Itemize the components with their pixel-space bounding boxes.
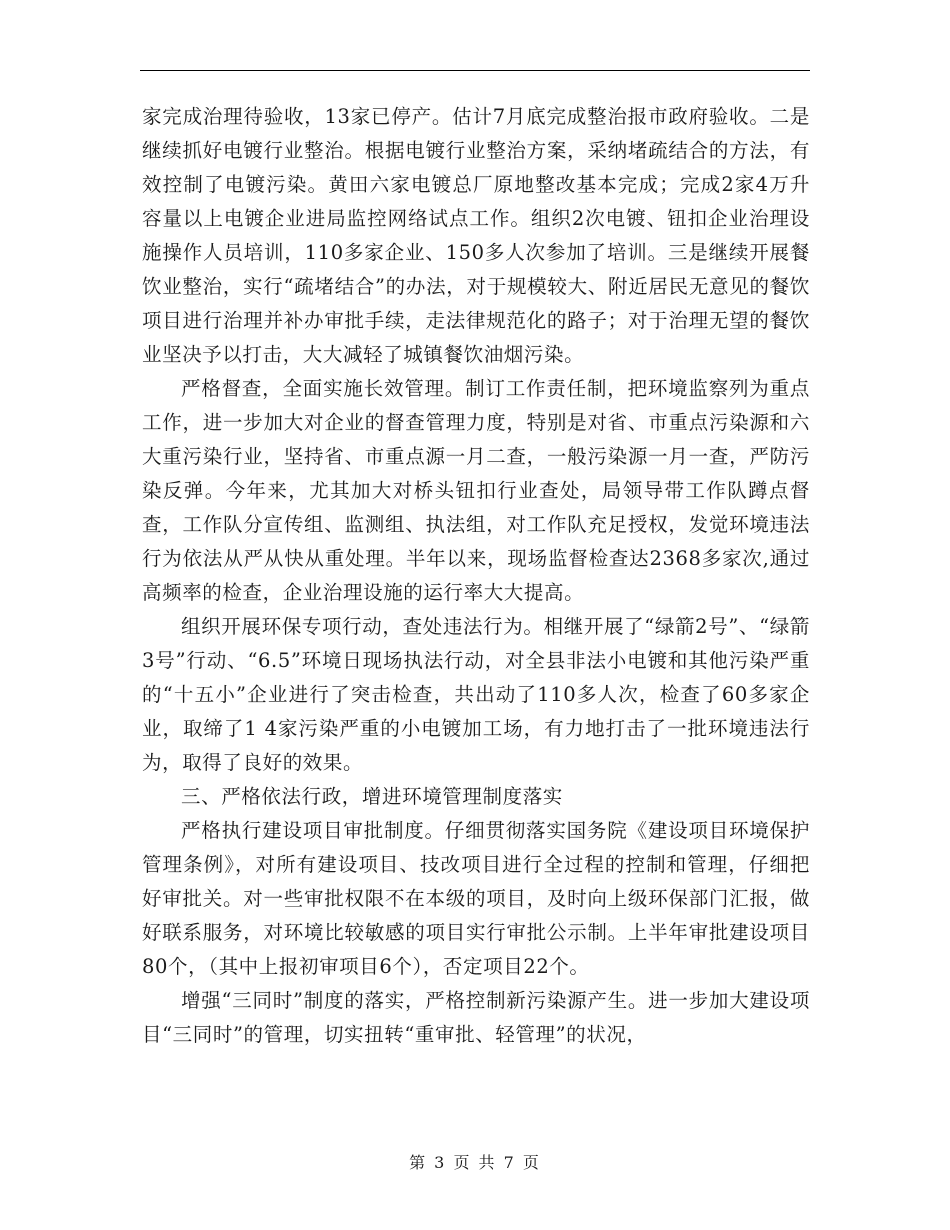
- document-body: [142, 100, 810, 1052]
- section-heading: 三、严格依法行政，增进环境管理制度落实: [181, 785, 563, 808]
- paragraph-5: 增强“三同时”制度的落实，严格控制新污染源产生。进一步加大建设项目“三同时”的管理，切实扭转“重审批、轻管理”的状况，: [142, 989, 810, 1046]
- paragraph-4: 严格执行建设项目审批制度。仔细贯彻落实国务院《建设项目环境保护管理条例》，对所有建设项目、技改项目进行全过程的控制和管理，仔细把好审批关。对一些审批权限不在本级的项目，及时向上级环保部门汇报，做好联系服务，对环境比较敏感的项目实行审批公示制。上半年审批建设项目80个，（其中上报初审项目6个），否定项目22个。: [142, 819, 810, 978]
- header-rule: [140, 70, 810, 71]
- paragraph-1: 家完成治理待验收，13家已停产。估计7月底完成整治报市政府验收。二是继续抓好电镀行业整治。根据电镀行业整治方案，采纳堵疏结合的方法，有效控制了电镀污染。黄田六家电镀总厂原地整改基本完成；完成2家4万升容量以上电镀企业进局监控网络试点工作。组织2次电镀、钮扣企业治理设施操作人员培训，110多家企业、150多人次参加了培训。三是继续开展餐饮业整治，实行“疏堵结合”的办法，对于规模较大、附近居民无意见的餐饮项目进行治理并补办审批手续，走法律规范化的路子；对于治理无望的餐饮业坚决予以打击，大大减轻了城镇餐饮油烟污染。: [142, 105, 810, 366]
- page-footer: 第 3 页 共 7 页: [409, 1153, 541, 1172]
- paragraph-2: 严格督查，全面实施长效管理。制订工作责任制，把环境监察列为重点工作，进一步加大对企业的督查管理力度，特别是对省、市重点污染源和六大重污染行业，坚持省、市重点源一月二查，一般污染源一月一查，严防污染反弹。今年来，尤其加大对桥头钮扣行业查处，局领导带工作队蹲点督查，工作队分宣传组、监测组、执法组，对工作队充足授权，发觉环境违法行为依法从严从快从重处理。半年以来，现场监督检查达2368多家次,通过高频率的检查，企业治理设施的运行率大大提高。: [142, 377, 810, 604]
- paragraph-3: 组织开展环保专项行动，查处违法行为。相继开展了“绿箭2号”、“绿箭3号”行动、“6.5”环境日现场执法行动，对全县非法小电镀和其他污染严重的“十五小”企业进行了突击检查，共出动了110多人次，检查了60多家企业，取缔了1 4家污染严重的小电镀加工场，有力地打击了一批环境违法行为，取得了良好的效果。: [142, 615, 810, 774]
